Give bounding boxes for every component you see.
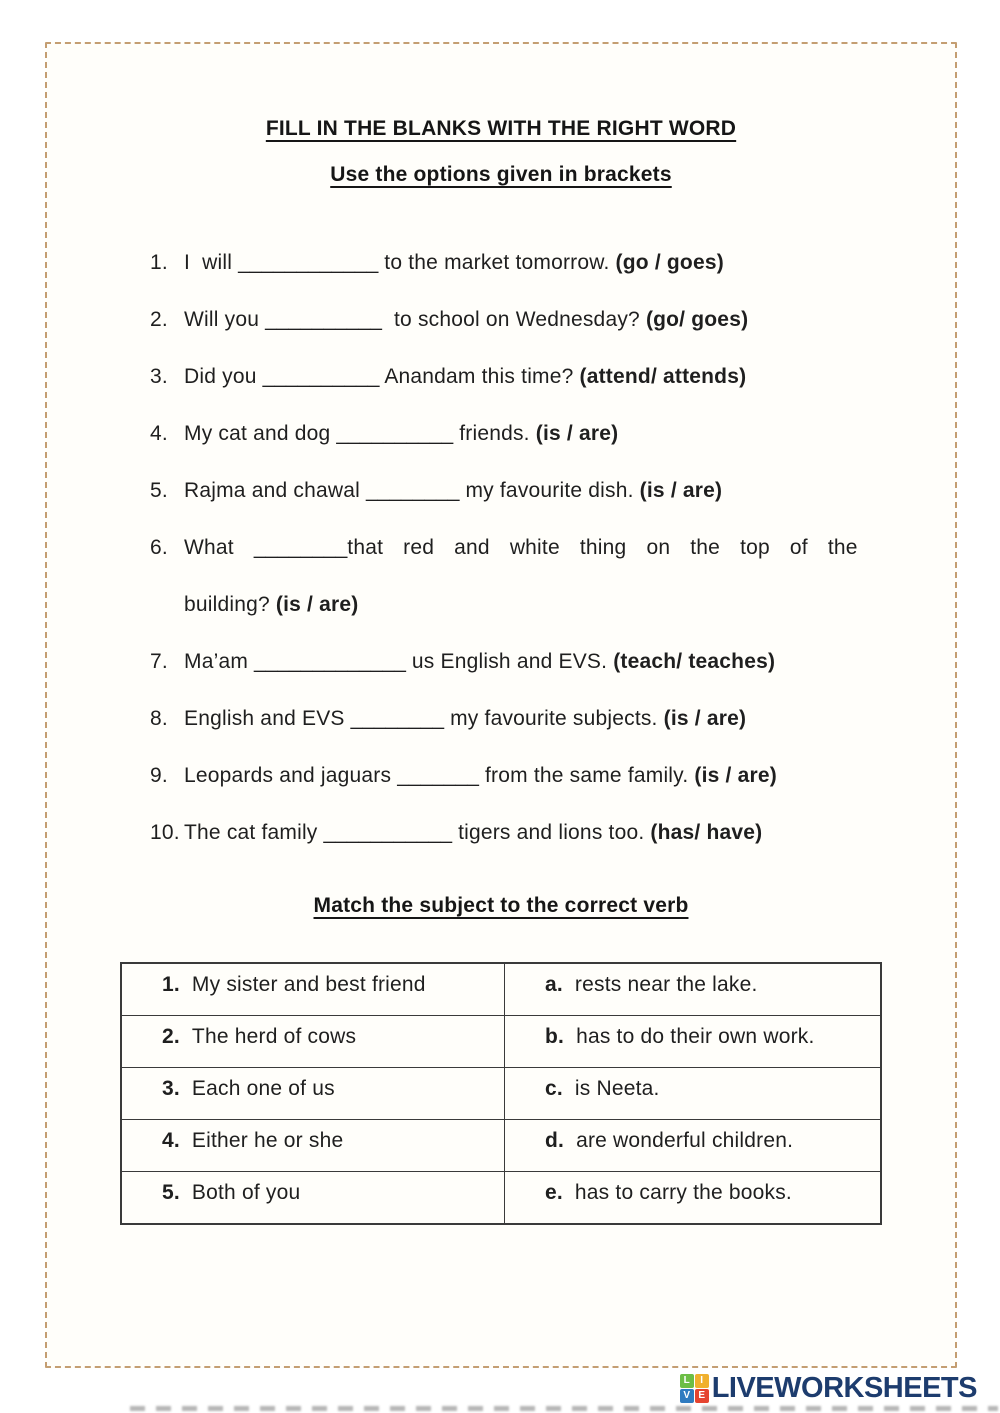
answer-blank[interactable]: ____________ — [238, 251, 379, 274]
sentence-pre-text: What — [184, 536, 254, 559]
subject-cell[interactable] — [121, 1016, 505, 1068]
sentence-mid-text: my favourite dish. — [459, 479, 640, 502]
table-row — [121, 1068, 881, 1120]
item-sentence — [184, 690, 886, 747]
row-letter: d. — [545, 1129, 565, 1152]
subject-cell[interactable] — [121, 963, 505, 1016]
fill-item — [150, 633, 886, 690]
item-sentence — [184, 348, 886, 405]
sentence-pre-text: Will you — [184, 308, 266, 331]
item-number: 1. — [150, 251, 168, 274]
fill-item — [150, 291, 886, 348]
verb-text: has to carry the books. — [574, 1181, 792, 1204]
answer-blank[interactable]: _______ — [397, 764, 479, 787]
table-row — [121, 1016, 881, 1068]
fill-item — [150, 405, 886, 462]
sentence-pre-text: Ma’am — [184, 650, 255, 673]
options-text: (is / are) — [639, 479, 723, 502]
subject-cell[interactable] — [121, 1120, 505, 1172]
fill-item — [150, 804, 886, 861]
subject-text: Either he or she — [191, 1129, 344, 1152]
row-number: 2. — [162, 1025, 180, 1048]
options-text: (teach/ teaches) — [613, 650, 776, 673]
sentence-pre-text: English and EVS — [184, 707, 351, 730]
item-number: 5. — [150, 479, 168, 502]
item-number: 7. — [150, 650, 168, 673]
sentence-pre-text: I will — [184, 251, 239, 274]
verb-cell[interactable] — [505, 1016, 882, 1068]
row-letter: e. — [545, 1181, 563, 1204]
sentence-wrap-text: building? — [184, 593, 276, 616]
answer-blank[interactable]: _____________ — [254, 650, 406, 673]
logo-square-v-icon: V — [680, 1389, 694, 1403]
fill-item — [150, 747, 886, 804]
sentence-mid-text: Anandam this time? — [379, 365, 580, 388]
options-text: (go / goes) — [615, 251, 724, 274]
match-table — [120, 962, 882, 1225]
item-sentence — [184, 747, 886, 804]
options-text: (is / are) — [535, 422, 619, 445]
table-row — [121, 963, 881, 1016]
options-text: (is / are) — [694, 764, 777, 787]
row-number: 4. — [162, 1129, 180, 1152]
item-number: 9. — [150, 764, 168, 787]
logo-square-l-icon: L — [680, 1374, 694, 1388]
verb-cell[interactable] — [505, 1068, 882, 1120]
answer-blank[interactable]: ___________ — [323, 821, 453, 844]
sentence-pre-text: My cat and dog — [184, 422, 337, 445]
sentence-mid-text: to school on Wednesday? — [381, 308, 646, 331]
match-table-body — [121, 963, 881, 1224]
sentence-mid-text: to the market tomorrow. — [378, 251, 616, 274]
verb-text: are wonderful children. — [576, 1129, 794, 1152]
row-letter: c. — [545, 1077, 563, 1100]
worksheet-title — [45, 117, 957, 141]
row-number: 3. — [162, 1077, 180, 1100]
answer-blank[interactable]: __________ — [265, 308, 382, 331]
item-sentence — [184, 291, 886, 348]
item-sentence — [184, 804, 886, 861]
match-section-title — [45, 894, 957, 918]
fill-items-list — [150, 234, 886, 861]
item-sentence — [184, 519, 886, 633]
item-number: 6. — [150, 536, 168, 559]
verb-text: is Neeta. — [574, 1077, 660, 1100]
verb-text: has to do their own work. — [576, 1025, 815, 1048]
item-number: 4. — [150, 422, 168, 445]
item-number: 2. — [150, 308, 168, 331]
fill-item — [150, 234, 886, 291]
sentence-mid-text: us English and EVS. — [405, 650, 614, 673]
worksheet-subtitle-text: Use the options given in brackets — [330, 163, 672, 186]
sentence-mid-text: from the same family. — [478, 764, 695, 787]
row-letter: b. — [545, 1025, 565, 1048]
verb-text: rests near the lake. — [574, 973, 758, 996]
fill-item — [150, 462, 886, 519]
sentence-pre-text: Rajma and chawal — [184, 479, 366, 502]
sentence-mid-text: my favourite subjects. — [444, 707, 664, 730]
verb-cell[interactable] — [505, 1172, 882, 1225]
answer-blank[interactable]: ________ — [350, 707, 445, 730]
item-sentence — [184, 234, 886, 291]
fill-item — [150, 348, 886, 405]
verb-cell[interactable] — [505, 1120, 882, 1172]
sentence-pre-text: Did you — [184, 365, 263, 388]
table-row — [121, 1120, 881, 1172]
sentence-mid-text: tigers and lions too. — [452, 821, 651, 844]
item-number: 8. — [150, 707, 168, 730]
item-sentence — [184, 462, 886, 519]
sentence-mid-text: that red and white thing on the top of the — [347, 536, 858, 559]
liveworksheets-logo-icon — [680, 1374, 709, 1403]
logo-square-e-icon: E — [695, 1389, 709, 1403]
item-sentence — [184, 405, 886, 462]
logo-square-i-icon: I — [695, 1374, 709, 1388]
options-text: (is / are) — [663, 707, 747, 730]
item-number: 10. — [150, 821, 180, 844]
sentence-mid-text: friends. — [453, 422, 536, 445]
options-text: (attend/ attends) — [579, 365, 747, 388]
match-section-title-text: Match the subject to the correct verb — [313, 894, 689, 917]
sentence-pre-text: The cat family — [184, 821, 324, 844]
answer-blank[interactable]: __________ — [262, 365, 380, 388]
fill-item — [150, 690, 886, 747]
answer-blank[interactable]: __________ — [336, 422, 454, 445]
subject-text: Both of you — [191, 1181, 301, 1204]
fill-item — [150, 519, 886, 633]
subject-cell[interactable] — [121, 1068, 505, 1120]
worksheet-subtitle — [45, 163, 957, 187]
brand-name: LIVEWORKSHEETS — [711, 1371, 977, 1404]
table-row — [121, 1172, 881, 1225]
row-number: 5. — [162, 1181, 180, 1204]
subject-cell[interactable] — [121, 1172, 505, 1225]
answer-blank[interactable]: ________ — [253, 536, 348, 559]
item-number: 3. — [150, 365, 168, 388]
options-text: (has/ have) — [650, 821, 763, 844]
row-letter: a. — [545, 973, 563, 996]
sentence-pre-text: Leopards and jaguars — [184, 764, 398, 787]
item-sentence — [184, 633, 886, 690]
options-text: (go/ goes) — [645, 308, 749, 331]
row-number: 1. — [162, 973, 180, 996]
subject-text: The herd of cows — [191, 1025, 357, 1048]
answer-blank[interactable]: ________ — [366, 479, 460, 502]
worksheet-title-text: FILL IN THE BLANKS WITH THE RIGHT WORD — [265, 117, 737, 140]
subject-text: Each one of us — [191, 1077, 335, 1100]
options-text: (is / are) — [275, 593, 359, 616]
subject-text: My sister and best friend — [191, 973, 426, 996]
verb-cell[interactable] — [505, 963, 882, 1016]
liveworksheets-footer — [680, 1369, 977, 1407]
cutoff-text-strip — [130, 1406, 998, 1411]
